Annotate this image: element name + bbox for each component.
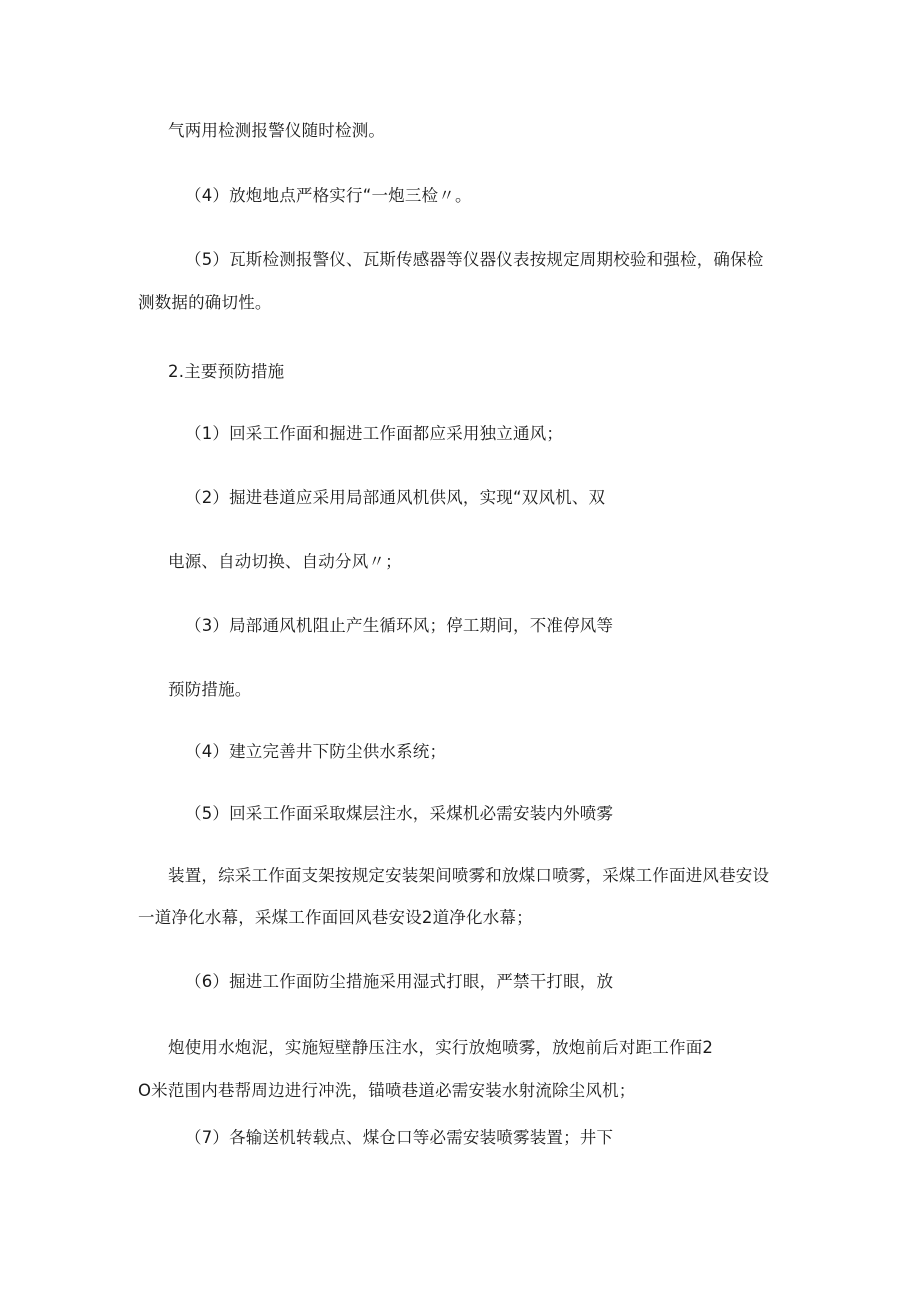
text-line: 炮使用水炮泥，实施短壁静压注水，实行放炮喷雾，放炮前后对距工作面2	[168, 1038, 714, 1057]
text-line: 测数据的确切性。	[138, 293, 272, 312]
section-heading: 2.主要预防措施	[168, 362, 285, 381]
text-line: （3）局部通风机阻止产生循环风；停工期间，不准停风等	[185, 616, 614, 635]
text-line: （6）掘进工作面防尘措施采用湿式打眼，严禁干打眼，放	[185, 972, 614, 991]
text-line: O米范围内巷帮周边进行冲洗，锚喷巷道必需安装水射流除尘风机；	[138, 1081, 636, 1100]
text-line: （4）放炮地点严格实行“一炮三检〃。	[185, 186, 472, 205]
text-line: （2）掘进巷道应采用局部通风机供风，实现“双风机、双	[185, 488, 606, 507]
text-line: 装置，综采工作面支架按规定安装架间喷雾和放煤口喷雾，采煤工作面进风巷安设	[168, 866, 770, 885]
text-line: 电源、自动切换、自动分风〃；	[168, 552, 402, 571]
text-line: （5）回采工作面采取煤层注水，采煤机必需安装内外喷雾	[185, 804, 614, 823]
text-line: （1）回采工作面和掘进工作面都应采用独立通风；	[185, 424, 564, 443]
text-line: （5）瓦斯检测报警仪、瓦斯传感器等仪器仪表按规定周期校验和强检，确保检	[185, 250, 764, 269]
text-line: 气两用检测报警仪随时检测。	[168, 121, 386, 140]
text-line: （4）建立完善井下防尘供水系统；	[185, 742, 447, 761]
text-line: （7）各输送机转载点、煤仓口等必需安装喷雾装置；井下	[185, 1128, 614, 1147]
text-line: 一道净化水幕，采煤工作面回风巷安设2道净化水幕；	[138, 908, 533, 927]
text-line: 预防措施。	[168, 680, 252, 699]
